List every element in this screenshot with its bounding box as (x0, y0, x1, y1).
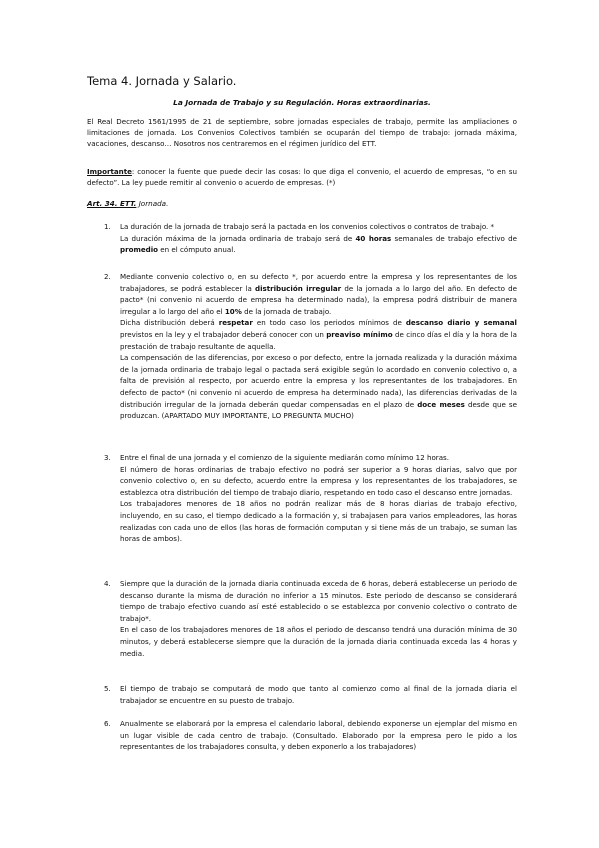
section-subtitle: La Jornada de Trabajo y su Regulación. Horas extraordinarias. (173, 98, 431, 107)
list-number: 3. (104, 453, 111, 462)
important-paragraph (87, 166, 517, 188)
important-text: : conocer la fuente que puede decir las cosas: lo que diga el convenio, el acuerdo de empresas, “o en su defecto”. La ley puede remitir al convenio o acuerdo de empresas. (*) (87, 167, 517, 188)
list-item-1 (87, 221, 517, 256)
intro-paragraph: El Real Decreto 1561/1995 de 21 de septiembre, sobre jornadas especiales de trabajo, permite las ampliaciones o limitaciones de jornada. Los Convenios Colectivos también se ocuparán del tiempo de trabajo: jornada máxima, vacaciones, descanso… Nosotros nos centraremos en el régimen jurídico del ETT. (87, 117, 517, 149)
item-paragraph: La duración de la jornada de trabajo será la pactada en los convenios colectivos o contratos de trabajo. * (120, 222, 495, 231)
item-paragraph: Los trabajadores menores de 18 años no podrán realizar más de 8 horas diarias de trabajo efectivo, incluyendo, en su caso, el tiempo dedicado a la formación y, si trabajasen para varios empleadores, las horas realizadas con cada uno de ellos (las horas de formación computan y si tiene más de un trabajo, se suman las horas de ambos). (120, 499, 517, 544)
item-paragraph: Siempre que la duración de la jornada diaria continuada exceda de 6 horas, deberá establecerse un periodo de descanso durante la misma de duración no inferior a 15 minutos. Este periodo de descanso se considerará tiempo de trabajo efectivo cuando así esté establecido o se establezca por convenio colectivo o contrato de trabajo*. (120, 579, 517, 623)
document-title: Tema 4. Jornada y Salario. (87, 74, 237, 88)
item-paragraph: Entre el final de una jornada y el comienzo de la siguiente mediarán como mínimo 12 horas. (120, 453, 450, 462)
item-paragraph: Anualmente se elaborará por la empresa el calendario laboral, debiendo exponerse un ejemplar del mismo en un lugar visible de cada centro de trabajo. (Consultado. Elaborado por la empresa pero le pido a los representantes de los trabajadores consulta, y deben exponerlo a los trabajadores) (120, 719, 517, 752)
list-item-4 (87, 578, 517, 659)
list-number: 5. (104, 684, 111, 693)
article-label: Art. 34. ETT. (87, 199, 137, 208)
list-item-2 (87, 271, 517, 422)
article-heading (87, 199, 168, 208)
list-item-5 (87, 683, 517, 706)
item-paragraph: La compensación de las diferencias, por exceso o por defecto, entre la jornada realizada y la duración máxima de la jornada ordinaria de trabajo legal o pactada será exigible según lo acordado en convenio colectivo o, a falta de previsión al respecto, por acuerdo entre la empresa y los representantes de los trabajadores. En defecto de pacto* (ni convenio ni acuerdo de empresa ha determinado nada), las diferencias derivadas de la distribución irregular de la jornada deberán quedar compensadas en el plazo de doce meses desde que se produzcan. (APARTADO MUY IMPORTANTE, LO PREGUNTA MUCHO) (120, 353, 517, 421)
list-item-6 (87, 718, 517, 753)
list-number: 2. (104, 272, 111, 281)
list-number: 6. (104, 719, 111, 728)
list-number: 1. (104, 222, 111, 231)
important-label: Importante (87, 167, 132, 176)
list-number: 4. (104, 579, 111, 588)
list-item-3 (87, 452, 517, 545)
item-paragraph: Dicha distribución deberá respetar en todo caso los periodos mínimos de descanso diario y semanal previstos en la ley y el trabajador deberá conocer con un preaviso mínimo de cinco días el día y la hora de la prestación de trabajo resultante de aquella. (120, 318, 517, 351)
item-paragraph: Mediante convenio colectivo o, en su defecto *, por acuerdo entre la empresa y los representantes de los trabajadores, se podrá establecer la distribución irregular de la jornada a lo largo del año. En defecto de pacto* (ni convenio ni acuerdo de empresa ha determinado nada), la empresa podrá distribuir de manera irregular a lo largo del año el 10% de la jornada de trabajo. (120, 272, 517, 316)
item-paragraph: El número de horas ordinarias de trabajo efectivo no podrá ser superior a 9 horas diarias, salvo que por convenio colectivo o, en su defecto, acuerdo entre la empresa y los representantes de los trabajadores, se establezca otra distribución del tiempo de trabajo diario, respetando en todo caso el descanso entre jornadas. (120, 464, 517, 497)
item-paragraph: El tiempo de trabajo se computará de modo que tanto al comienzo como al final de la jornada diaria el trabajador se encuentre en su puesto de trabajo. (120, 684, 517, 705)
item-paragraph: La duración máxima de la jornada ordinaria de trabajo será de 40 horas semanales de trabajo efectivo de promedio en el cómputo anual. (120, 233, 518, 255)
article-subject: Jornada. (136, 199, 169, 208)
item-paragraph: En el caso de los trabajadores menores de 18 años el periodo de descanso tendrá una duración mínima de 30 minutos, y deberá establecerse siempre que la duración de la jornada diaria continuada exceda las 4 horas y media. (120, 625, 517, 658)
